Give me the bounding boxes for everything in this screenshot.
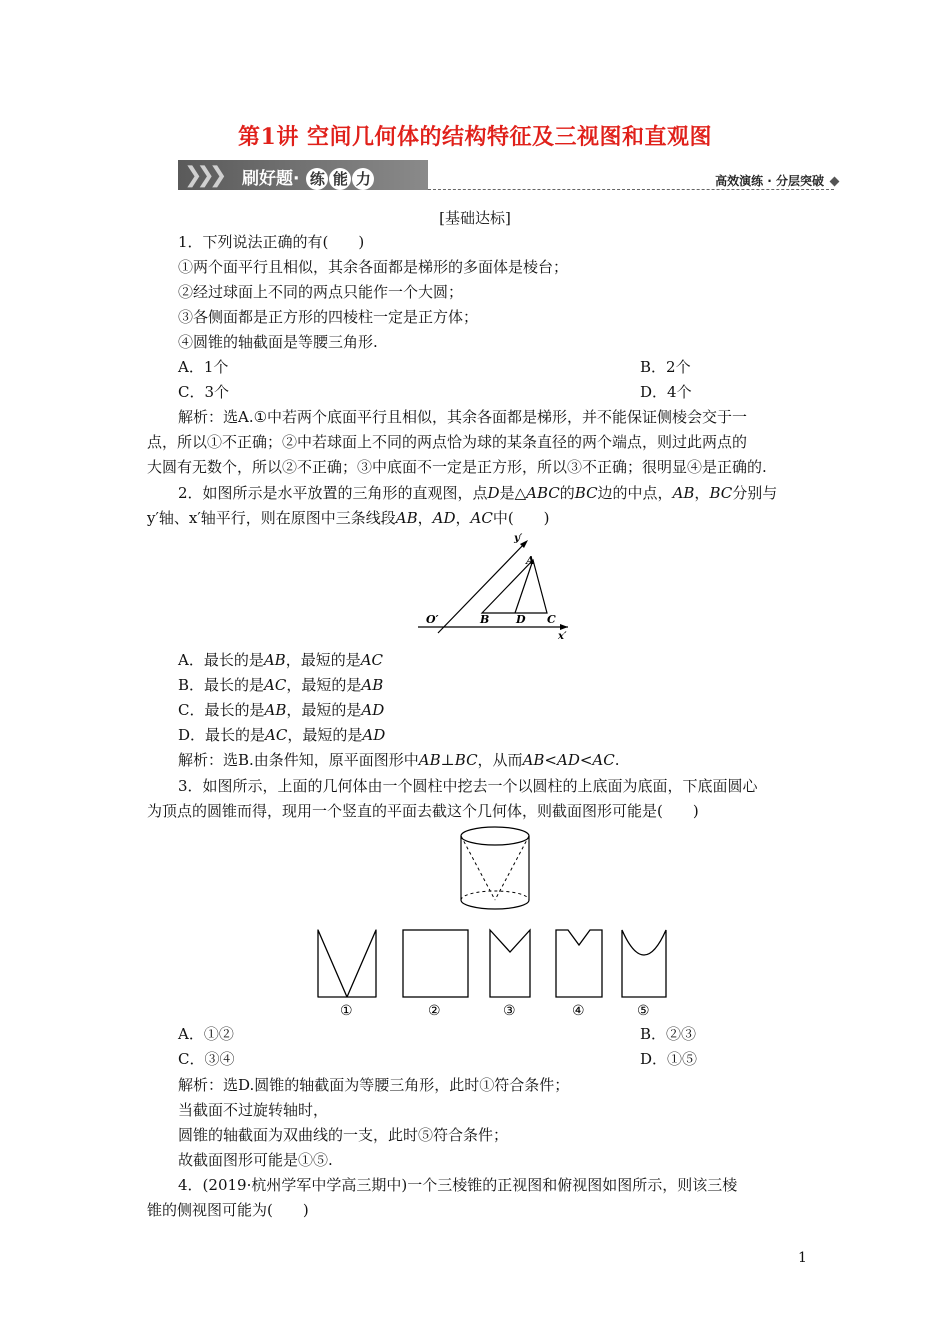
- q2-var-d: D: [487, 484, 500, 502]
- q2-option-b: [178, 675, 383, 695]
- q2-option-d: [178, 725, 385, 745]
- q3-stem-line-2: 为顶点的圆锥而得，现用一个竖直的平面去截这个几何体，则截面图形可能是( ): [147, 802, 699, 820]
- section-label-1: ①: [340, 1003, 353, 1019]
- q2-stem-text: 分别与: [732, 484, 778, 502]
- cylinder-bottom-front: [461, 900, 529, 909]
- q2-var-ac: AC: [470, 509, 493, 527]
- q3-solution-line-1: 解析：选D.圆锥的轴截面为等腰三角形，此时①符合条件；: [178, 1076, 570, 1094]
- q2-stem-text: 边的中点，: [597, 484, 673, 502]
- label-x-axis: x′: [558, 631, 567, 642]
- q2-option-a: [178, 650, 383, 670]
- q3-option-c: C．③④: [178, 1050, 235, 1068]
- q2-stem-text: ，: [694, 484, 710, 502]
- q2-triangle-figure: [410, 530, 580, 645]
- banner-label-part1: 刷好题: [242, 169, 293, 189]
- solution-var: AB<AD<AC: [522, 751, 615, 769]
- solution-text: .: [614, 751, 620, 769]
- label-point-d: D: [516, 613, 526, 626]
- q2-var-abc: ABC: [526, 484, 560, 502]
- q2-solution: [178, 750, 620, 770]
- solution-text: ⊥: [440, 751, 455, 769]
- q1-option-a: A．1个: [178, 358, 229, 376]
- q1-option-d: D．4个: [640, 383, 692, 401]
- section-label-5: ⑤: [637, 1003, 650, 1019]
- q1-solution-line-2: 点，所以①不正确；②中若球面上不同的两点恰为球的某条直径的两个端点，则过此两点的: [147, 433, 748, 451]
- q3-cross-sections: [310, 925, 680, 1020]
- option-var: AC: [264, 676, 287, 694]
- page-title: 第1讲 空间几何体的结构特征及三视图和直观图: [238, 124, 712, 150]
- q2-stem-line-2: [147, 508, 550, 528]
- segment-ad: [515, 560, 533, 613]
- banner-bubble-1: 练: [306, 168, 328, 190]
- section-shape-3: [490, 930, 530, 997]
- option-var: AC: [265, 726, 288, 744]
- q2-var-ab: AB: [672, 484, 695, 502]
- section-shape-2: [403, 930, 468, 997]
- q2-stem-text: ，: [455, 509, 471, 527]
- q3-option-d: D．①⑤: [640, 1050, 698, 1068]
- x-axis-arrow: [560, 624, 568, 630]
- banner-bubble-2: 能: [329, 168, 351, 190]
- q3-cylinder-figure: [455, 822, 535, 917]
- option-text: ，最短的是: [285, 651, 361, 669]
- option-text: C．最长的是: [178, 701, 265, 719]
- solution-text: 解析：选B.由条件知，原平面图形中: [178, 751, 419, 769]
- option-var: AD: [362, 726, 386, 744]
- option-var: AB: [263, 651, 286, 669]
- section-label-4: ④: [572, 1003, 585, 1019]
- q2-option-c: [178, 700, 384, 720]
- q1-statement-3: ③各侧面都是正方形的四棱柱一定是正方体；: [178, 308, 479, 326]
- option-var: AB: [361, 676, 384, 694]
- q4-stem-line-1: 4．(2019·杭州学军中学高三期中)一个三棱锥的正视图和俯视图如图所示，则该三棱: [178, 1176, 738, 1194]
- option-text: ，最短的是: [286, 676, 362, 694]
- label-origin: O′: [426, 613, 439, 626]
- q1-statement-1: ①两个面平行且相似，其余各面都是梯形的多面体是棱台；: [178, 258, 569, 276]
- q1-statement-4: ④圆锥的轴截面是等腰三角形.: [178, 333, 378, 351]
- section-shape-5: [622, 930, 666, 997]
- option-text: A．最长的是: [178, 651, 264, 669]
- q2-var-bc: BC: [574, 484, 598, 502]
- q3-solution-line-4: 故截面图形可能是①⑤.: [178, 1151, 333, 1169]
- q1-solution-line-1: 解析：选A.①中若两个底面平行且相似，其余各面都是梯形，并不能保证侧棱会交于一: [178, 408, 748, 426]
- q3-stem-line-1: 3．如图所示，上面的几何体由一个圆柱中挖去一个以圆柱的上底面为底面，下底面圆心: [178, 777, 758, 795]
- q3-option-b: B．②③: [640, 1025, 697, 1043]
- banner-label: [242, 164, 374, 190]
- q2-stem-text: 中( ): [492, 509, 550, 527]
- q2-var-ab: AB: [395, 509, 418, 527]
- section-banner: [178, 158, 840, 194]
- option-text: B．最长的是: [178, 676, 265, 694]
- diamond-icon: [830, 177, 840, 187]
- q3-solution-line-2: 当截面不过旋转轴时，: [178, 1101, 329, 1119]
- section-label-2: ②: [428, 1003, 441, 1019]
- label-point-c: C: [547, 613, 556, 626]
- solution-var: AB: [418, 751, 441, 769]
- option-text: ，最短的是: [287, 726, 363, 744]
- q3-option-a: A．①②: [178, 1025, 234, 1043]
- q1-stem: 1．下列说法正确的有( ): [178, 233, 365, 251]
- cylinder-top: [461, 827, 529, 845]
- page-number: 1: [798, 1250, 807, 1266]
- section-shape-4: [556, 930, 602, 997]
- label-y-axis: y′: [514, 533, 523, 544]
- option-text: D．最长的是: [178, 726, 266, 744]
- q4-stem-line-2: 锥的侧视图可能为( ): [147, 1201, 309, 1219]
- cone-left-edge: [461, 836, 495, 900]
- chevron-right-icon: ❯❯❯: [184, 163, 222, 188]
- q1-statement-2: ②经过球面上不同的两点只能作一个大圆；: [178, 283, 464, 301]
- banner-divider: [428, 189, 834, 190]
- q2-stem-text: ，: [417, 509, 433, 527]
- option-var: AB: [264, 701, 287, 719]
- q2-stem-text: 的: [559, 484, 575, 502]
- q2-var-ad: AD: [432, 509, 456, 527]
- banner-right-text: 高效演练 · 分层突破: [715, 174, 824, 188]
- option-var: AD: [361, 701, 385, 719]
- section-label-3: ③: [503, 1003, 516, 1019]
- q2-stem-line-1: [178, 483, 777, 503]
- q2-var-bc: BC: [709, 484, 733, 502]
- solution-text: ，从而: [477, 751, 523, 769]
- option-text: ，最短的是: [286, 701, 362, 719]
- q1-solution-line-3: 大圆有无数个，所以②不正确；③中底面不一定是正方形，所以③不正确；很明显④是正确的.: [147, 458, 767, 476]
- q3-solution-line-3: 圆锥的轴截面为双曲线的一支，此时⑤符合条件；: [178, 1126, 509, 1144]
- cone-right-edge: [495, 836, 529, 900]
- label-point-a: A: [526, 554, 535, 567]
- q2-stem-text: 2．如图所示是水平放置的三角形的直观图，点: [178, 484, 488, 502]
- section-shape-1: [318, 930, 376, 997]
- q1-option-b: B．2个: [640, 358, 691, 376]
- solution-var: BC: [454, 751, 478, 769]
- q2-stem-text: y′轴、x′轴平行，则在原图中三条线段: [147, 509, 396, 527]
- triangle-abc: [482, 560, 547, 613]
- banner-bubble-3: 力: [352, 168, 374, 190]
- q2-stem-text: 是△: [499, 484, 527, 502]
- cylinder-bottom-back: [461, 891, 529, 900]
- section-heading: [基础达标]: [439, 209, 511, 227]
- option-var: AC: [360, 651, 384, 669]
- label-point-b: B: [480, 613, 490, 626]
- banner-dot: ·: [293, 169, 300, 189]
- q1-option-c: C．3个: [178, 383, 230, 401]
